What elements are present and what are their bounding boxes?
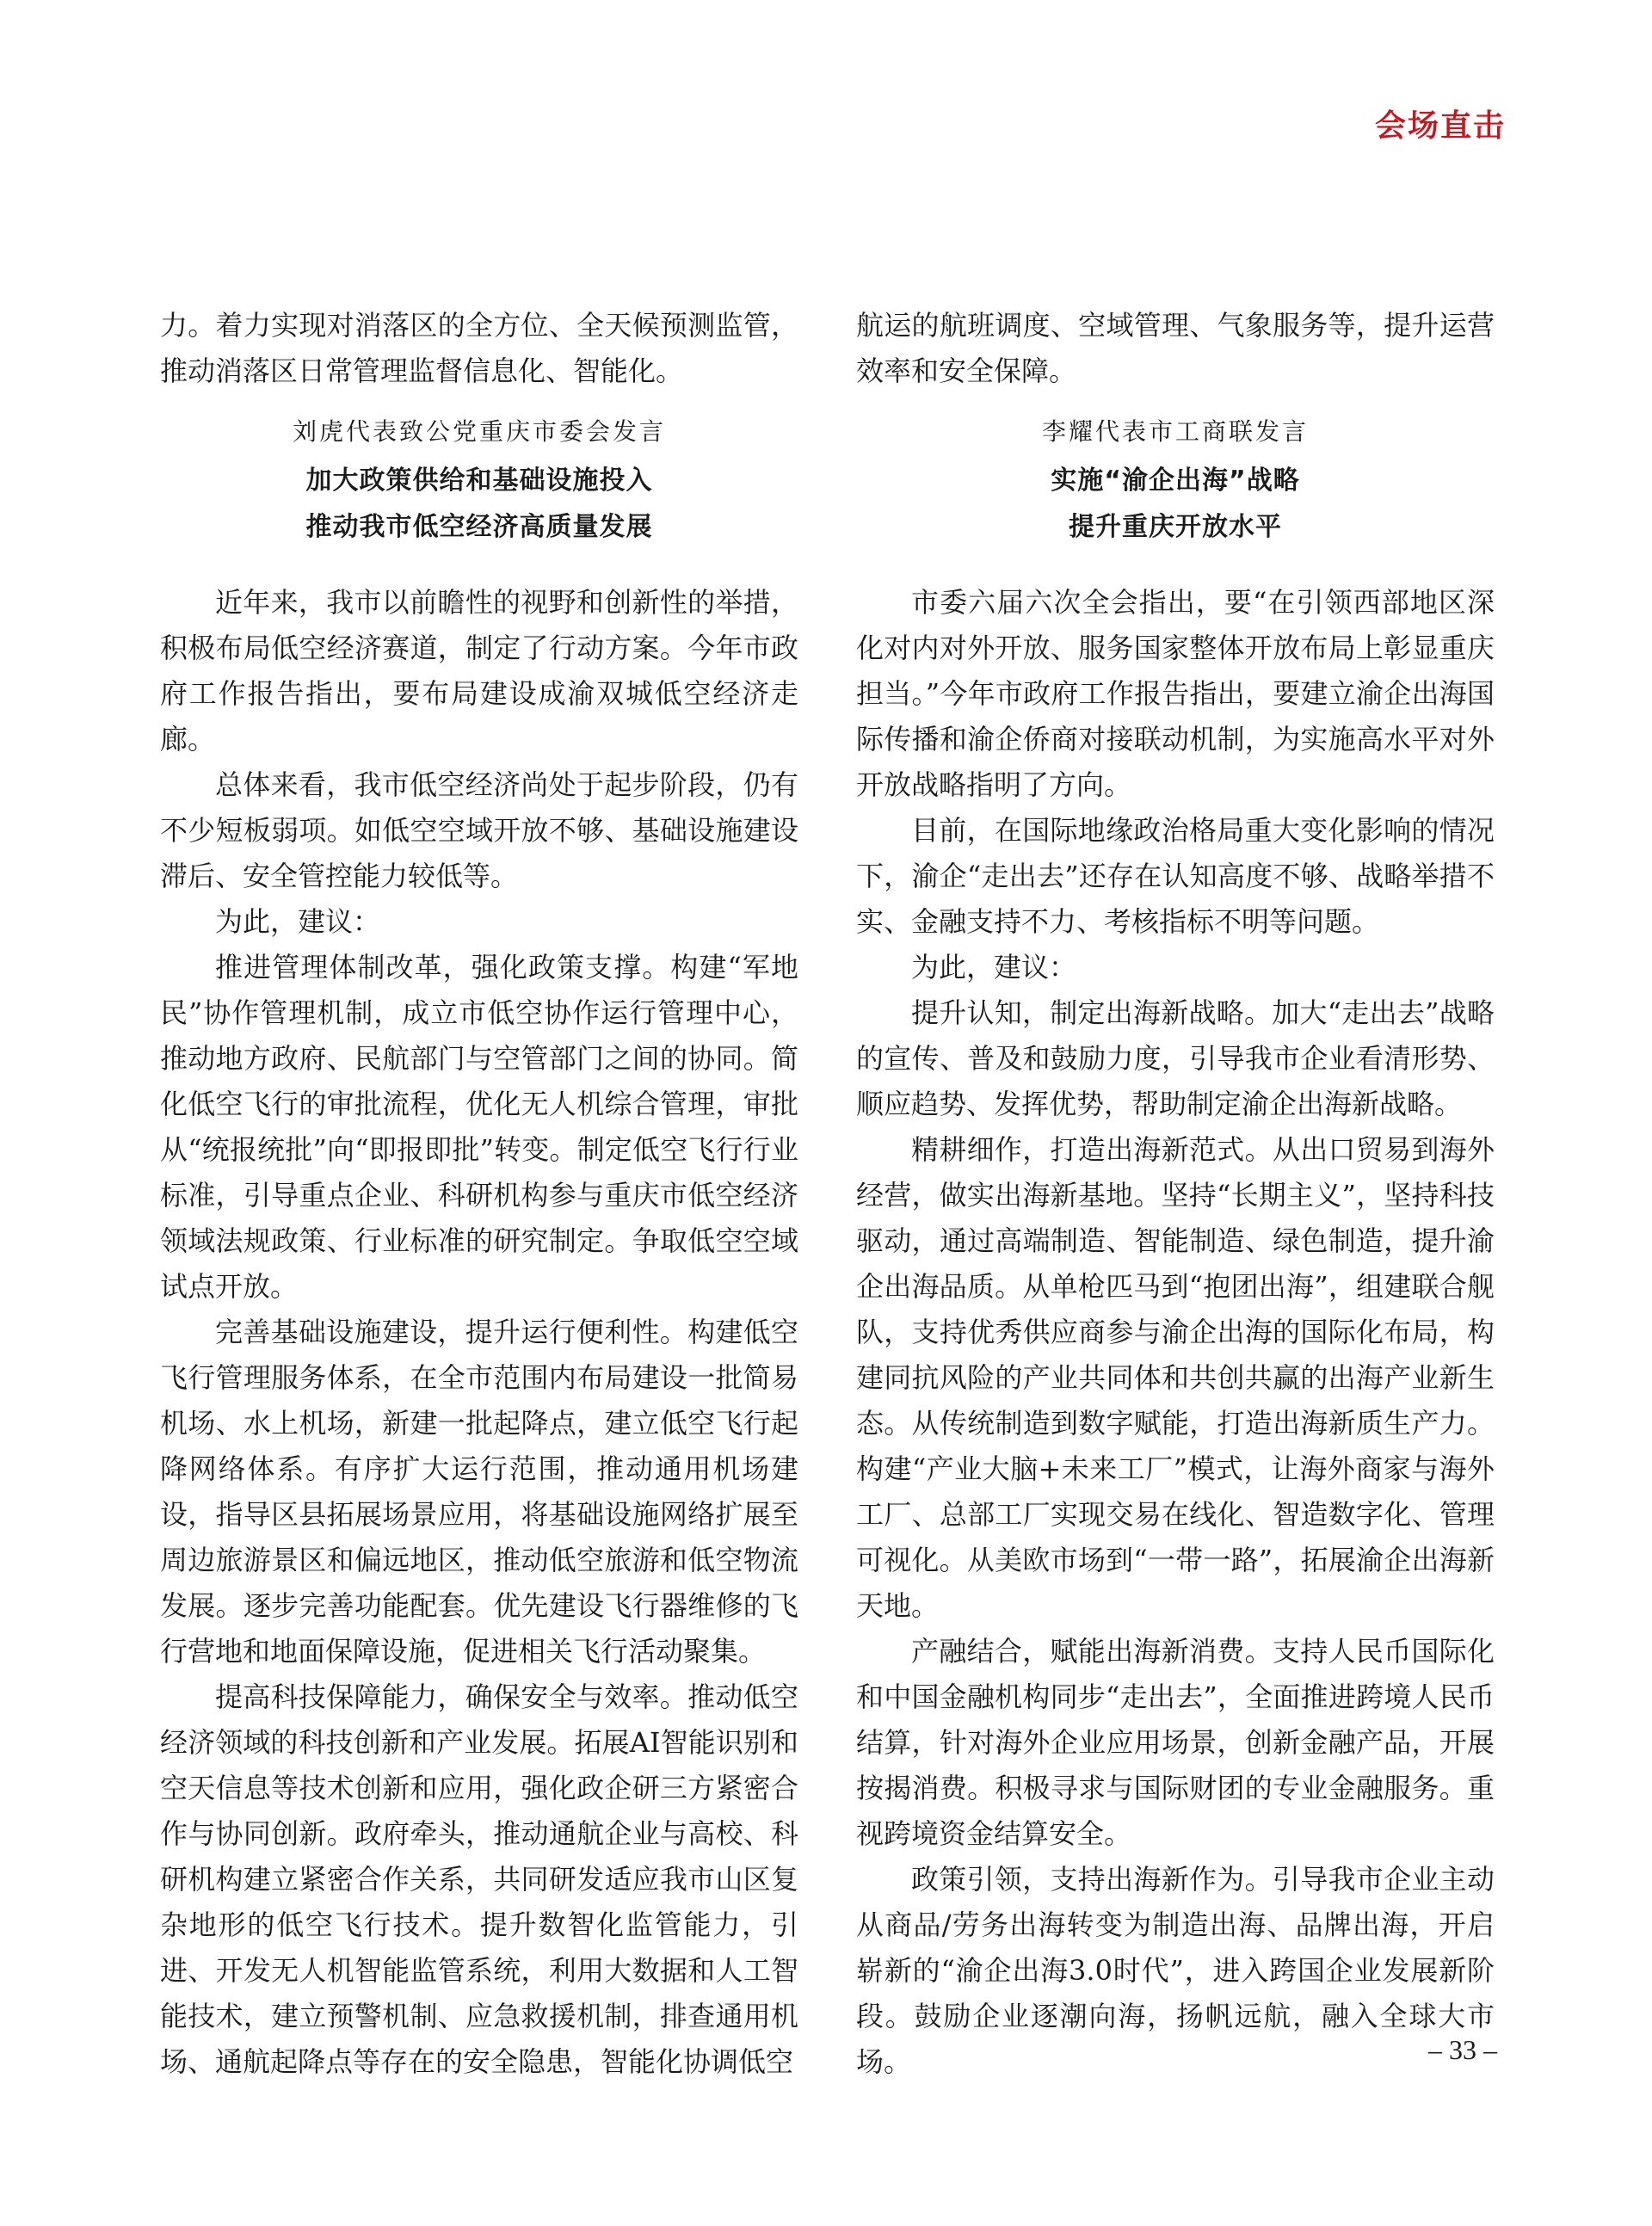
body-paragraph: 近年来，我市以前瞻性的视野和创新性的举措，积极布局低空经济赛道，制定了行动方案。今年市政府工作报告指出，要布局建设成渝双城低空经济走廊。 [160,586,798,755]
body-paragraph: 目前，在国际地缘政治格局重大变化影响的情况下，渝企“走出去”还存在认知高度不够、战略举措不实、金融支持不力、考核指标不明等问题。 [856,814,1495,938]
body-paragraph: 市委六届六次全会指出，要“在引领西部地区深化对内对外开放、服务国家整体开放布局上彰显重庆担当。”今年市政府工作报告指出，要建立渝企出海国际传播和渝企侨商对接联动机制，为实施高水平对外开放战略指明了方向。 [856,586,1495,801]
body-paragraph: 推进管理体制改革，强化政策支撑。构建“军地民”协作管理机制，成立市低空协作运行管理中心，推动地方政府、民航部门与空管部门之间的协同。简化低空飞行的审批流程，优化无人机综合管理，审批从“统报统批”向“即报即批”转变。制定低空飞行行业标准，引导重点企业、科研机构参与重庆市低空经济领域法规政策、行业标准的研究制定。争取低空空域试点开放。 [160,951,798,1303]
right-column [856,303,1495,2085]
body-paragraph: 政策引领，支持出海新作为。引导我市企业主动从商品/劳务出海转变为制造出海、品牌出海，开启崭新的“渝企出海3.0时代”，进入跨国企业发展新阶段。鼓励企业逐潮向海，扬帆远航，融入全球大市场。 [856,1863,1495,2078]
body-paragraph: 提升认知，制定出海新战略。加大“走出去”战略的宣传、普及和鼓励力度，引导我市企业看清形势、顺应趋势、发挥优势，帮助制定渝企出海新战略。 [856,996,1495,1120]
section-tag: 会场直击 [1374,108,1506,144]
body-paragraph: 为此，建议： [911,951,1077,984]
speech-title-line-1: 实施“渝企出海”战略 [1051,466,1300,496]
body-paragraph: 完善基础设施建设，提升运行便利性。构建低空飞行管理服务体系，在全市范围内布局建设一批简易机场、水上机场，新建一批起降点，建立低空飞行起降网络体系。有序扩大运行范围，推动通用机场建设，指导区县拓展场景应用，将基础设施网络扩展至周边旅游景区和偏远地区，推动低空旅游和低空物流发展。逐步完善功能配套。优先建设飞行器维修的飞行营地和地面保障设施，促进相关飞行活动聚集。 [160,1316,798,1668]
speaker-line: 刘虎代表致公党重庆市委会发言 [292,417,666,446]
continued-paragraph: 力。着力实现对消落区的全方位、全天候预测监管，推动消落区日常管理监督信息化、智能化。 [160,309,798,387]
left-column [160,303,798,2085]
page-number: – 33 – [1428,2034,1497,2065]
speech-header [856,413,1495,551]
speech-header [160,413,798,551]
speech-title-line-2: 提升重庆开放水平 [1069,512,1282,542]
body-paragraph: 产融结合，赋能出海新消费。支持人民币国际化和中国金融机构同步“走出去”，全面推进跨境人民币结算，针对海外企业应用场景，创新金融产品，开展按揭消费。积极寻求与国际财团的专业金融服务。重视跨境资金结算安全。 [856,1635,1495,1850]
body-paragraph: 提高科技保障能力，确保安全与效率。推动低空经济领域的科技创新和产业发展。拓展AI智能识别和空天信息等技术创新和应用，强化政企研三方紧密合作与协同创新。政府牵头，推动通航企业与高校、科研机构建立紧密合作关系，共同研发适应我市山区复杂地形的低空飞行技术。提升数智化监管能力，引进、开发无人机智能监管系统，利用大数据和人工智能技术，建立预警机制、应急救援机制，排查通用机场、通航起降点等存在的安全隐患，智能化协调低空 [160,1680,798,2078]
body-paragraph: 为此，建议： [215,905,381,938]
speech-title-line-2: 推动我市低空经济高质量发展 [305,512,653,542]
speaker-line: 李耀代表市工商联发言 [1041,417,1309,446]
continued-paragraph: 航运的航班调度、空域管理、气象服务等，提升运营效率和安全保障。 [856,309,1495,387]
body-paragraph: 精耕细作，打造出海新范式。从出口贸易到海外经营，做实出海新基地。坚持“长期主义”，坚持科技驱动，通过高端制造、智能制造、绿色制造，提升渝企出海品质。从单枪匹马到“抱团出海”，组建联合舰队，支持优秀供应商参与渝企出海的国际化布局，构建同抗风险的产业共同体和共创共赢的出海产业新生态。从传统制造到数字赋能，打造出海新质生产力。构建“产业大脑+未来工厂”模式，让海外商家与海外工厂、总部工厂实现交易在线化、智造数字化、管理可视化。从美欧市场到“一带一路”，拓展渝企出海新天地。 [856,1133,1495,1622]
speech-title-line-1: 加大政策供给和基础设施投入 [305,466,653,496]
body-paragraph: 总体来看，我市低空经济尚处于起步阶段，仍有不少短板弱项。如低空空域开放不够、基础设施建设滞后、安全管控能力较低等。 [160,768,798,892]
